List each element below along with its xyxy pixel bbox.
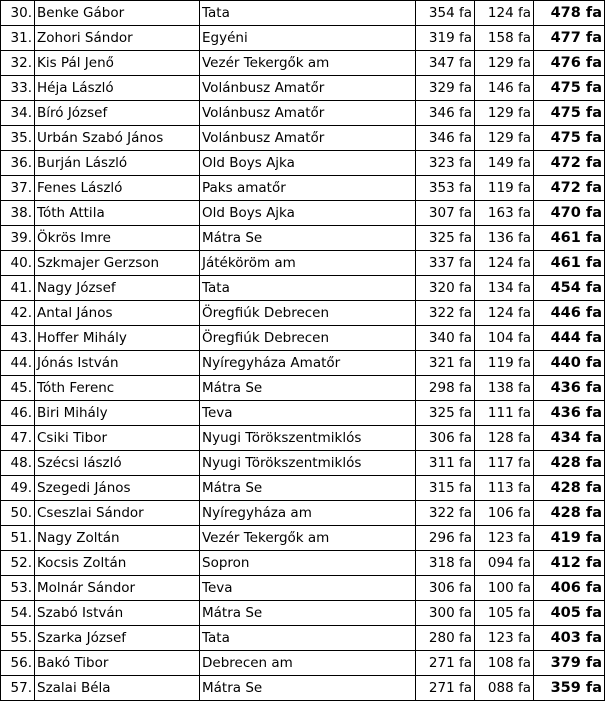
table-row <box>1 1 605 26</box>
rank-cell: 57. <box>1 676 35 701</box>
total-score-cell: 436 fa <box>534 376 605 401</box>
score-second-cell: 158 fa <box>475 26 534 51</box>
table-row <box>1 101 605 126</box>
club-cell: Mátra Se <box>200 601 416 626</box>
player-name-cell: Szegedi János <box>35 476 200 501</box>
rank-cell: 54. <box>1 601 35 626</box>
total-score-cell: 472 fa <box>534 176 605 201</box>
player-name-cell: Tóth Ferenc <box>35 376 200 401</box>
club-cell: Öregfiúk Debrecen <box>200 326 416 351</box>
player-name-cell: Kis Pál Jenő <box>35 51 200 76</box>
table-row <box>1 576 605 601</box>
table-row <box>1 251 605 276</box>
rank-cell: 40. <box>1 251 35 276</box>
score-first-cell: 280 fa <box>416 626 475 651</box>
score-first-cell: 271 fa <box>416 651 475 676</box>
total-score-cell: 405 fa <box>534 601 605 626</box>
club-cell: Tata <box>200 1 416 26</box>
score-first-cell: 322 fa <box>416 301 475 326</box>
rank-cell: 33. <box>1 76 35 101</box>
score-second-cell: 105 fa <box>475 601 534 626</box>
total-score-cell: 419 fa <box>534 526 605 551</box>
player-name-cell: Molnár Sándor <box>35 576 200 601</box>
score-second-cell: 094 fa <box>475 551 534 576</box>
score-second-cell: 134 fa <box>475 276 534 301</box>
player-name-cell: Burján László <box>35 151 200 176</box>
total-score-cell: 475 fa <box>534 126 605 151</box>
rank-cell: 45. <box>1 376 35 401</box>
score-first-cell: 318 fa <box>416 551 475 576</box>
score-first-cell: 320 fa <box>416 276 475 301</box>
club-cell: Teva <box>200 401 416 426</box>
table-row <box>1 601 605 626</box>
table-row <box>1 451 605 476</box>
table-row <box>1 226 605 251</box>
score-second-cell: 106 fa <box>475 501 534 526</box>
total-score-cell: 461 fa <box>534 226 605 251</box>
score-first-cell: 296 fa <box>416 526 475 551</box>
score-second-cell: 149 fa <box>475 151 534 176</box>
table-row <box>1 151 605 176</box>
rank-cell: 37. <box>1 176 35 201</box>
player-name-cell: Jónás István <box>35 351 200 376</box>
rank-cell: 36. <box>1 151 35 176</box>
table-row <box>1 651 605 676</box>
rank-cell: 35. <box>1 126 35 151</box>
score-second-cell: 124 fa <box>475 301 534 326</box>
rank-cell: 53. <box>1 576 35 601</box>
score-second-cell: 117 fa <box>475 451 534 476</box>
club-cell: Tata <box>200 626 416 651</box>
player-name-cell: Csiki Tibor <box>35 426 200 451</box>
score-first-cell: 337 fa <box>416 251 475 276</box>
score-first-cell: 306 fa <box>416 576 475 601</box>
rank-cell: 42. <box>1 301 35 326</box>
rank-cell: 31. <box>1 26 35 51</box>
player-name-cell: Héja László <box>35 76 200 101</box>
rank-cell: 41. <box>1 276 35 301</box>
total-score-cell: 428 fa <box>534 451 605 476</box>
total-score-cell: 406 fa <box>534 576 605 601</box>
player-name-cell: Tóth Attila <box>35 201 200 226</box>
player-name-cell: Bakó Tibor <box>35 651 200 676</box>
score-second-cell: 113 fa <box>475 476 534 501</box>
player-name-cell: Biri Mihály <box>35 401 200 426</box>
rank-cell: 44. <box>1 351 35 376</box>
score-first-cell: 325 fa <box>416 226 475 251</box>
table-row <box>1 301 605 326</box>
total-score-cell: 428 fa <box>534 501 605 526</box>
player-name-cell: Szkmajer Gerzson <box>35 251 200 276</box>
total-score-cell: 477 fa <box>534 26 605 51</box>
total-score-cell: 379 fa <box>534 651 605 676</box>
score-first-cell: 311 fa <box>416 451 475 476</box>
club-cell: Mátra Se <box>200 226 416 251</box>
player-name-cell: Urbán Szabó János <box>35 126 200 151</box>
score-first-cell: 298 fa <box>416 376 475 401</box>
club-cell: Old Boys Ajka <box>200 151 416 176</box>
score-second-cell: 124 fa <box>475 251 534 276</box>
player-name-cell: Antal János <box>35 301 200 326</box>
total-score-cell: 472 fa <box>534 151 605 176</box>
total-score-cell: 359 fa <box>534 676 605 701</box>
total-score-cell: 470 fa <box>534 201 605 226</box>
score-second-cell: 123 fa <box>475 626 534 651</box>
player-name-cell: Benke Gábor <box>35 1 200 26</box>
score-first-cell: 322 fa <box>416 501 475 526</box>
rank-cell: 55. <box>1 626 35 651</box>
rank-cell: 38. <box>1 201 35 226</box>
score-first-cell: 307 fa <box>416 201 475 226</box>
total-score-cell: 403 fa <box>534 626 605 651</box>
rank-cell: 50. <box>1 501 35 526</box>
rank-cell: 51. <box>1 526 35 551</box>
table-row <box>1 426 605 451</box>
score-second-cell: 111 fa <box>475 401 534 426</box>
score-second-cell: 124 fa <box>475 1 534 26</box>
club-cell: Volánbusz Amatőr <box>200 76 416 101</box>
total-score-cell: 478 fa <box>534 1 605 26</box>
club-cell: Nyíregyháza am <box>200 501 416 526</box>
table-row <box>1 126 605 151</box>
club-cell: Mátra Se <box>200 676 416 701</box>
player-name-cell: Nagy József <box>35 276 200 301</box>
score-second-cell: 129 fa <box>475 51 534 76</box>
total-score-cell: 475 fa <box>534 101 605 126</box>
player-name-cell: Nagy Zoltán <box>35 526 200 551</box>
club-cell: Teva <box>200 576 416 601</box>
player-name-cell: Szabó István <box>35 601 200 626</box>
score-first-cell: 346 fa <box>416 101 475 126</box>
score-first-cell: 321 fa <box>416 351 475 376</box>
score-second-cell: 136 fa <box>475 226 534 251</box>
score-first-cell: 354 fa <box>416 1 475 26</box>
score-first-cell: 315 fa <box>416 476 475 501</box>
club-cell: Tata <box>200 276 416 301</box>
score-second-cell: 138 fa <box>475 376 534 401</box>
total-score-cell: 440 fa <box>534 351 605 376</box>
club-cell: Volánbusz Amatőr <box>200 101 416 126</box>
rank-cell: 32. <box>1 51 35 76</box>
table-row <box>1 351 605 376</box>
score-second-cell: 108 fa <box>475 651 534 676</box>
score-second-cell: 119 fa <box>475 351 534 376</box>
total-score-cell: 436 fa <box>534 401 605 426</box>
table-row <box>1 501 605 526</box>
total-score-cell: 454 fa <box>534 276 605 301</box>
club-cell: Volánbusz Amatőr <box>200 126 416 151</box>
club-cell: Paks amatőr <box>200 176 416 201</box>
rank-cell: 56. <box>1 651 35 676</box>
player-name-cell: Szécsi lászló <box>35 451 200 476</box>
player-name-cell: Hoffer Mihály <box>35 326 200 351</box>
table-row <box>1 526 605 551</box>
club-cell: Nyugi Törökszentmiklós <box>200 451 416 476</box>
player-name-cell: Kocsis Zoltán <box>35 551 200 576</box>
club-cell: Vezér Tekergők am <box>200 51 416 76</box>
total-score-cell: 476 fa <box>534 51 605 76</box>
score-first-cell: 329 fa <box>416 76 475 101</box>
results-body <box>1 1 605 701</box>
score-second-cell: 128 fa <box>475 426 534 451</box>
total-score-cell: 428 fa <box>534 476 605 501</box>
score-second-cell: 163 fa <box>475 201 534 226</box>
club-cell: Nyugi Törökszentmiklós <box>200 426 416 451</box>
player-name-cell: Szarka József <box>35 626 200 651</box>
player-name-cell: Ökrös Imre <box>35 226 200 251</box>
player-name-cell: Fenes László <box>35 176 200 201</box>
club-cell: Öregfiúk Debrecen <box>200 301 416 326</box>
player-name-cell: Zohori Sándor <box>35 26 200 51</box>
rank-cell: 48. <box>1 451 35 476</box>
rank-cell: 43. <box>1 326 35 351</box>
rank-cell: 47. <box>1 426 35 451</box>
table-row <box>1 676 605 701</box>
score-first-cell: 347 fa <box>416 51 475 76</box>
club-cell: Játéköröm am <box>200 251 416 276</box>
rank-cell: 30. <box>1 1 35 26</box>
rank-cell: 46. <box>1 401 35 426</box>
rank-cell: 39. <box>1 226 35 251</box>
score-first-cell: 323 fa <box>416 151 475 176</box>
total-score-cell: 444 fa <box>534 326 605 351</box>
table-row <box>1 51 605 76</box>
total-score-cell: 475 fa <box>534 76 605 101</box>
score-second-cell: 129 fa <box>475 101 534 126</box>
total-score-cell: 412 fa <box>534 551 605 576</box>
score-first-cell: 271 fa <box>416 676 475 701</box>
score-second-cell: 104 fa <box>475 326 534 351</box>
table-row <box>1 626 605 651</box>
score-first-cell: 346 fa <box>416 126 475 151</box>
score-first-cell: 340 fa <box>416 326 475 351</box>
score-second-cell: 129 fa <box>475 126 534 151</box>
score-second-cell: 146 fa <box>475 76 534 101</box>
score-second-cell: 100 fa <box>475 576 534 601</box>
score-first-cell: 300 fa <box>416 601 475 626</box>
table-row <box>1 476 605 501</box>
total-score-cell: 446 fa <box>534 301 605 326</box>
table-row <box>1 201 605 226</box>
table-row <box>1 176 605 201</box>
club-cell: Sopron <box>200 551 416 576</box>
table-row <box>1 276 605 301</box>
club-cell: Nyíregyháza Amatőr <box>200 351 416 376</box>
total-score-cell: 461 fa <box>534 251 605 276</box>
score-first-cell: 325 fa <box>416 401 475 426</box>
rank-cell: 49. <box>1 476 35 501</box>
score-first-cell: 306 fa <box>416 426 475 451</box>
club-cell: Egyéni <box>200 26 416 51</box>
score-first-cell: 353 fa <box>416 176 475 201</box>
club-cell: Debrecen am <box>200 651 416 676</box>
club-cell: Mátra Se <box>200 476 416 501</box>
score-second-cell: 119 fa <box>475 176 534 201</box>
table-row <box>1 376 605 401</box>
rank-cell: 52. <box>1 551 35 576</box>
player-name-cell: Szalai Béla <box>35 676 200 701</box>
table-row <box>1 401 605 426</box>
score-second-cell: 123 fa <box>475 526 534 551</box>
rank-cell: 34. <box>1 101 35 126</box>
club-cell: Vezér Tekergők am <box>200 526 416 551</box>
score-second-cell: 088 fa <box>475 676 534 701</box>
table-row <box>1 76 605 101</box>
table-row <box>1 551 605 576</box>
score-first-cell: 319 fa <box>416 26 475 51</box>
club-cell: Mátra Se <box>200 376 416 401</box>
club-cell: Old Boys Ajka <box>200 201 416 226</box>
player-name-cell: Cseszlai Sándor <box>35 501 200 526</box>
total-score-cell: 434 fa <box>534 426 605 451</box>
table-row <box>1 26 605 51</box>
table-row <box>1 326 605 351</box>
player-name-cell: Bíró József <box>35 101 200 126</box>
